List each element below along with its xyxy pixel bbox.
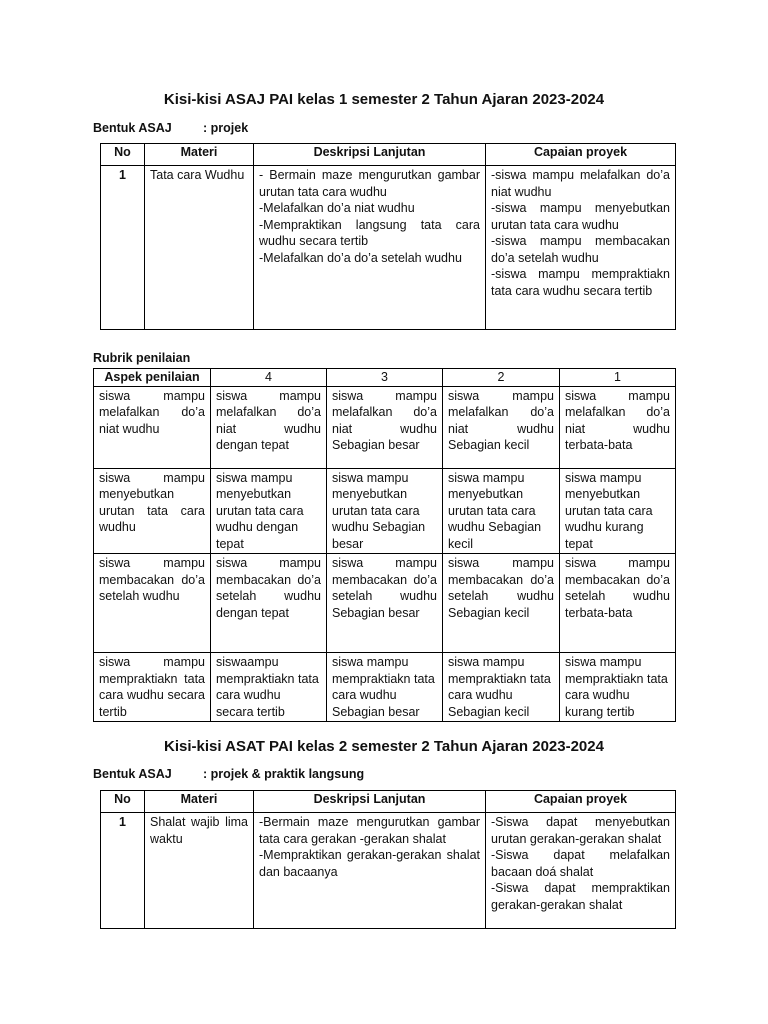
doc1-header-row [101,144,676,166]
doc2-deskripsi-line: -Bermain maze mengurutkan gambar tata cara gerakan -gerakan shalat [259,815,480,846]
doc2-capaian-line: -Siswa dapat melafalkan bacaan doá shalat [491,848,670,879]
doc2-row-deskripsi [254,813,486,929]
rubric-cell: siswa mampu melafalkan do’a niat wudhu [94,386,211,468]
rubric-cell: siswa mampu melafalkan do’a niat wudhu dengan tepat [211,386,327,468]
doc2-title: Kisi-kisi ASAT PAI kelas 2 semester 2 Tahun Ajaran 2023-2024 [164,738,604,755]
rubric-cell: siswa mampu mempraktiakn tata cara wudhu secara tertib [94,653,211,722]
doc2-capaian-line: -Siswa dapat menyebutkan urutan gerakan-gerakan shalat [491,815,670,846]
doc1-form-line [93,120,248,137]
doc1-title: Kisi-kisi ASAJ PAI kelas 1 semester 2 Tahun Ajaran 2023-2024 [163,91,605,108]
doc1-row-materi: Tata cara Wudhu [145,166,254,330]
doc1-row-no: 1 [101,166,145,330]
rubric-cell: siswa mampu menyebutkan urutan tata cara wudhu [94,468,211,554]
rubric-cell: siswa mampu melafalkan do’a niat wudhu Sebagian kecil [443,386,560,468]
doc1-header-deskripsi: Deskripsi Lanjutan [254,144,486,166]
rubric-cell: siswa mampu membacakan do’a setelah wudhu Sebagian kecil [443,554,560,653]
doc2-header-materi: Materi [145,791,254,813]
doc1-deskripsi-line: -Melafalkan do’a do’a setelah wudhu [259,250,462,265]
rubric-header-score: 1 [560,369,676,387]
rubric-cell: siswa mampu melafalkan do’a niat wudhu terbata-bata [560,386,676,468]
doc2-row-no: 1 [101,813,145,929]
rubric-cell: siswa mampu menyebutkan urutan tata cara wudhu dengan tepat [211,468,327,554]
doc2-capaian-line: -Siswa dapat mempraktikan gerakan-gerakan shalat [491,881,670,912]
rubric-cell: siswa mampu mempraktiakn tata cara wudhu Sebagian besar [327,653,443,722]
doc2-row-materi: Shalat wajib lima waktu [145,813,254,929]
doc2-header-no: No [101,791,145,813]
doc1-capaian-line: -siswa mampu menyebutkan urutan tata cara wudhu [491,201,670,232]
doc1-deskripsi-line: -Melafalkan do’a niat wudhu [259,201,415,215]
doc1-header-no: No [101,144,145,166]
rubric-cell: siswa mampu menyebutkan urutan tata cara wudhu kurang tepat [560,468,676,554]
doc2-header-capaian: Capaian proyek [486,791,676,813]
rubric-cell: siswa mampu melafalkan do’a niat wudhu Sebagian besar [327,386,443,468]
doc2-header-deskripsi: Deskripsi Lanjutan [254,791,486,813]
table-row [94,554,676,653]
doc2-form-label: Bentuk ASAJ [93,767,172,781]
doc1-row-capaian [486,166,676,330]
rubric-header-score: 3 [327,369,443,387]
rubric-header-score: 4 [211,369,327,387]
rubric-cell: siswa mampu membacakan do’a setelah wudhu dengan tepat [211,554,327,653]
doc1-row-deskripsi [254,166,486,330]
table-row [101,813,676,929]
rubric-cell: siswa mampu membacakan do’a setelah wudhu Sebagian besar [327,554,443,653]
rubric-cell: siswaampu mempraktiakn tata cara wudhu secara tertib [211,653,327,722]
doc1-capaian-line: -siswa mampu mempraktiakn tata cara wudhu secara tertib [491,267,670,298]
rubric-header-score: 2 [443,369,560,387]
doc1-header-capaian: Capaian proyek [486,144,676,166]
doc1-capaian-line: -siswa mampu membacakan do’a setelah wudhu [491,234,670,265]
doc1-capaian-line: -siswa mampu melafalkan do’a niat wudhu [491,168,670,199]
doc2-row-capaian [486,813,676,929]
rubric-cell: siswa mampu mempraktiakn tata cara wudhu kurang tertib [560,653,676,722]
table-row [94,653,676,722]
table-row [94,468,676,554]
doc2-deskripsi-line: -Mempraktikan gerakan-gerakan shalat dan bacaanya [259,848,480,879]
doc2-form-value: : projek & praktik langsung [203,767,365,781]
doc1-header-materi: Materi [145,144,254,166]
doc1-table [100,143,676,330]
doc1-form-value: : projek [203,121,249,135]
doc1-form-label: Bentuk ASAJ [93,121,172,135]
table-row [94,386,676,468]
rubric-cell: siswa mampu mempraktiakn tata cara wudhu Sebagian kecil [443,653,560,722]
rubric-cell: siswa mampu menyebutkan urutan tata cara wudhu Sebagian kecil [443,468,560,554]
rubric-header-aspek: Aspek penilaian [94,369,211,387]
table-row [101,166,676,330]
rubric-cell: siswa mampu membacakan do’a setelah wudhu [94,554,211,653]
doc2-header-row [101,791,676,813]
rubric-cell: siswa mampu menyebutkan urutan tata cara wudhu Sebagian besar [327,468,443,554]
rubric-table [93,368,676,722]
doc2-form-line [93,766,364,783]
doc2-table [100,790,676,929]
rubric-title: Rubrik penilaian [93,351,191,365]
doc1-deskripsi-line: - Bermain maze mengurutkan gambar urutan tata cara wudhu [259,168,480,199]
rubric-cell: siswa mampu membacakan do’a setelah wudhu terbata-bata [560,554,676,653]
doc1-deskripsi-line: -Mempraktikan langsung tata cara wudhu secara tertib [259,217,480,248]
rubric-header-row [94,369,676,387]
